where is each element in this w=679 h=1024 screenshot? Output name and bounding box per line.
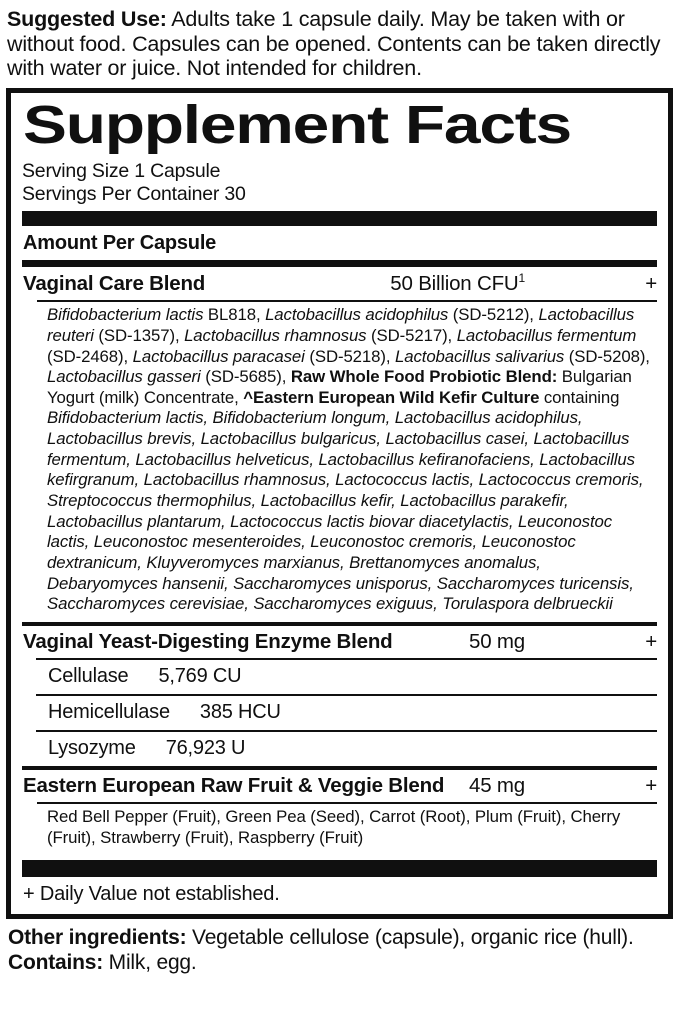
suggested-use-label: Suggested Use: <box>7 7 167 31</box>
blend-amount: 50 mg <box>469 630 525 654</box>
blend-amount: 45 mg <box>469 774 525 798</box>
enzyme-value: 5,769 CU <box>158 665 242 688</box>
enzyme-row-lysozyme <box>36 730 657 766</box>
blend-row-fruit-veggie <box>22 766 657 802</box>
other-ingredients-block <box>6 919 673 975</box>
enzyme-name: Cellulase <box>48 665 129 688</box>
blend-description-fruit-veggie: Red Bell Pepper (Fruit), Green Pea (Seed), Carrot (Root), Plum (Fruit), Cherry (Fruit), Strawberry (Fruit), Raspberry (Fruit) <box>37 802 657 855</box>
thick-divider-top <box>22 211 657 226</box>
enzyme-name: Lysozyme <box>48 737 136 760</box>
enzyme-value: 76,923 U <box>165 737 246 760</box>
suggested-use-text: Adults take 1 capsule daily. May be taken with or without food. Capsules can be opened. Contents can be taken directly with water or juice. Not intended for children. <box>7 7 661 80</box>
blend-row-vaginal-care <box>22 267 657 300</box>
thick-divider-bottom <box>22 860 657 877</box>
servings-per-container: Servings Per Container 30 <box>22 182 246 205</box>
amount-per-capsule-header: Amount Per Capsule <box>23 232 217 255</box>
panel-title: Supplement Facts <box>23 94 571 155</box>
blend-name: Eastern European Raw Fruit & Veggie Blend <box>23 774 445 798</box>
cfu-footnote-marker: 1 <box>518 271 525 286</box>
enzyme-value: 385 HCU <box>199 701 281 724</box>
contains-line <box>8 951 673 976</box>
serving-size: Serving Size 1 Capsule <box>22 159 221 182</box>
blend-amount <box>390 271 525 296</box>
daily-value-footnote: + Daily Value not established. <box>23 883 280 906</box>
other-ingredients-line <box>8 926 673 951</box>
medium-divider <box>22 260 657 267</box>
other-ingredients-text: Vegetable cellulose (capsule), organic rice (hull). <box>186 926 634 950</box>
blend-row-enzyme <box>22 622 657 658</box>
blend-name: Vaginal Care Blend <box>23 272 206 296</box>
contains-text: Milk, egg. <box>103 950 197 974</box>
other-ingredients-label: Other ingredients: <box>8 926 187 950</box>
blend-description-probiotics: Bifidobacterium lactis BL818, Lactobacillus acidophilus (SD-5212), Lactobacillus reuteri (SD-1357), Lactobacillus rhamnosus (SD-5217), Lactobacillus fermentum (SD-2468), Lactobacillus paracasei (SD-5218), Lactobacillus salivarius (SD-5208), Lactobacillus gasseri (SD-5685), Raw Whole Food Probiotic Blend: Bulgarian Yogurt (milk) Concentrate, ^Eastern European Wild Kefir Culture containing Bifidobacterium lactis, Bifidobacterium longum, Lactobacillus acidophilus, Lactobacillus brevis, Lactobacillus bulgaricus, Lactobacillus casei, Lactobacillus fermentum, Lactobacillus helveticus, Lactobacillus kefiranofaciens, Lactobacillus kefirgranum, Lactobacillus rhamnosus, Lactococcus lactis, Lactococcus cremoris, Streptococcus thermophilus, Lactobacillus kefir, Lactobacillus parakefir, Lactobacillus plantarum, Lactococcus lactis biovar diacetylactis, Leuconostoc lactis, Leuconostoc mesenteroides, Leuconostoc cremoris, Leuconostoc dextranicum, Kluyveromyces marxianus, Brettanomyces anomalus, Debaryomyces hansenii, Saccharomyces unisporus, Saccharomyces turicensis, Saccharomyces cerevisiae, Saccharomyces exiguus, Torulaspora delbrueckii <box>37 300 657 622</box>
daily-value-plus: + <box>645 630 657 654</box>
supplement-facts-panel <box>6 88 673 920</box>
enzyme-row-cellulase <box>36 658 657 694</box>
daily-value-plus: + <box>645 774 657 798</box>
enzyme-row-hemicellulase <box>36 694 657 730</box>
daily-value-plus: + <box>645 272 657 296</box>
blend-name: Vaginal Yeast-Digesting Enzyme Blend <box>23 630 393 654</box>
contains-label: Contains: <box>8 950 104 974</box>
blend-amount-value: 50 Billion CFU <box>390 272 519 296</box>
suggested-use <box>6 5 673 88</box>
enzyme-name: Hemicellulase <box>48 701 170 724</box>
